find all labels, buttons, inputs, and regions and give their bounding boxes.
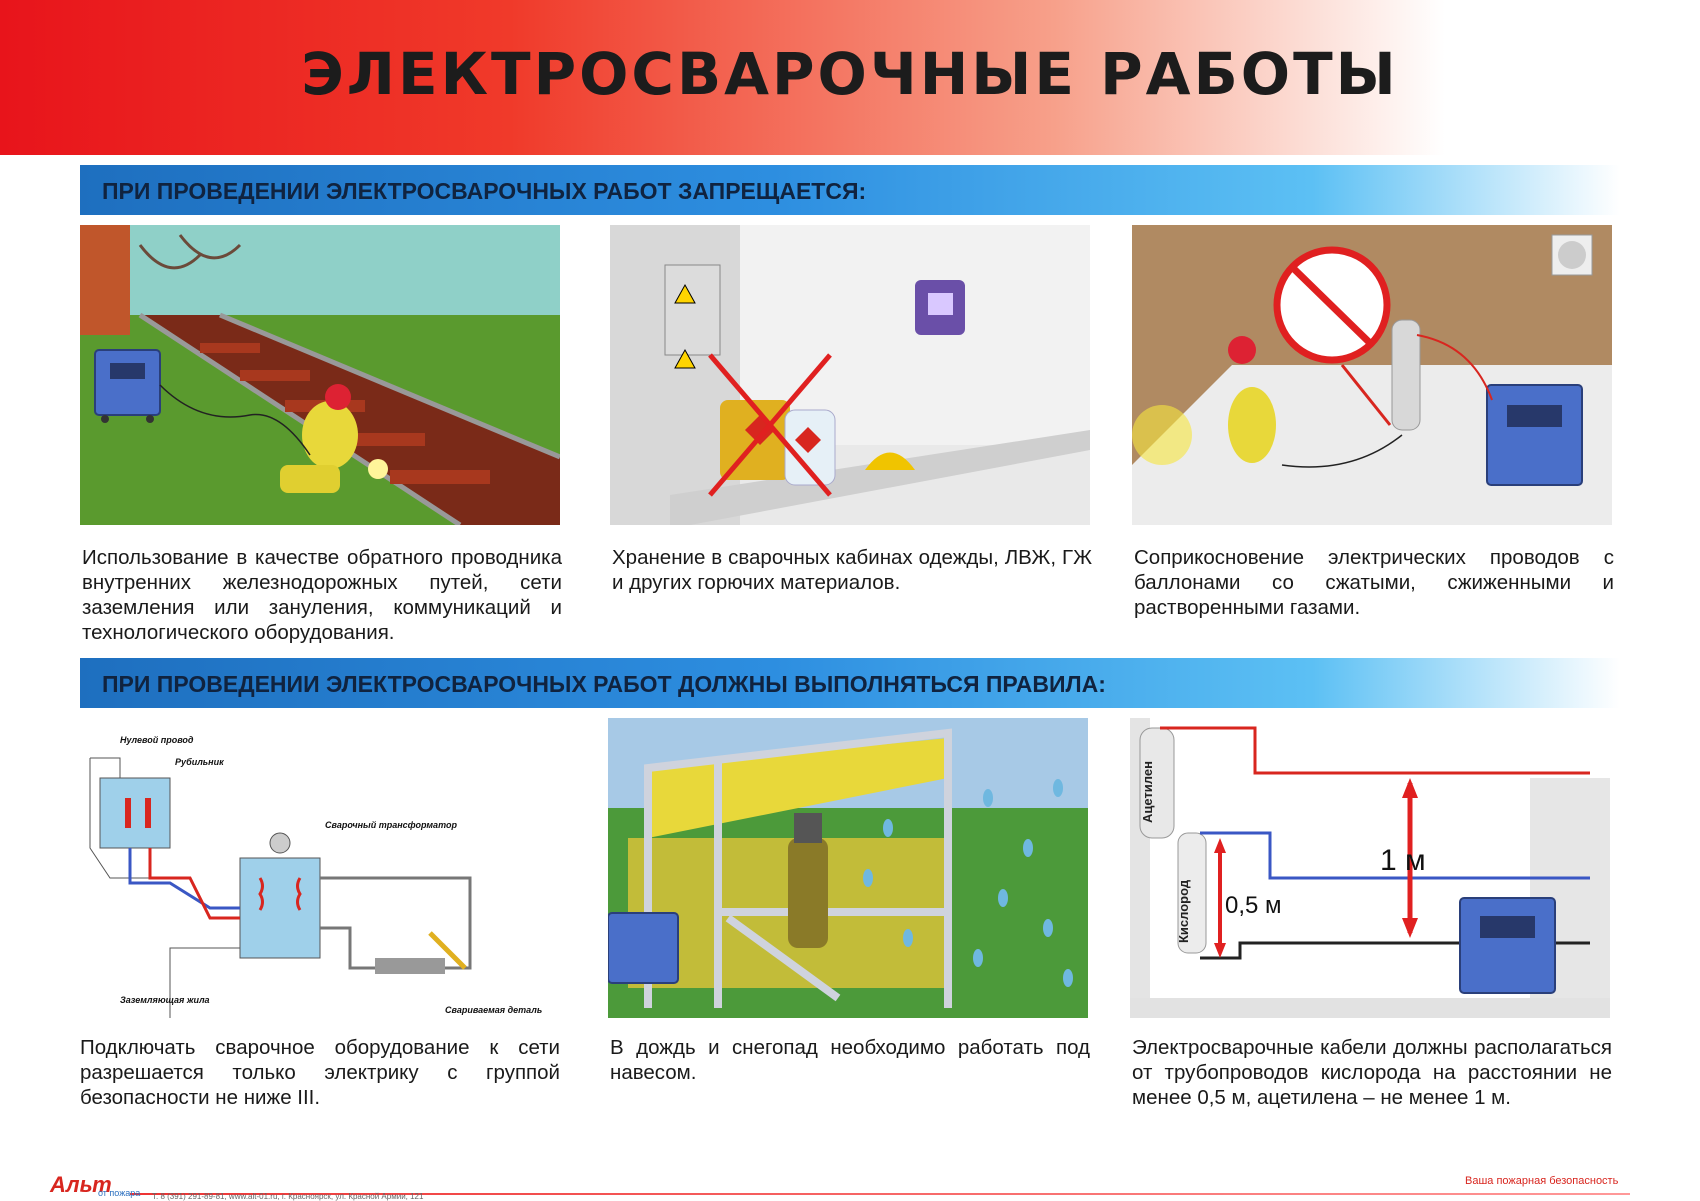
label-acetylene: Ацетилен: [1140, 761, 1155, 823]
caption-rule-2: В дождь и снегопад необходимо работать под навесом.: [610, 1036, 1090, 1084]
label-one-meter: 1 м: [1380, 844, 1426, 877]
illustration-canopy-rain: [608, 718, 1088, 1018]
section-rules-heading-text: ПРИ ПРОВЕДЕНИИ ЭЛЕКТРОСВАРОЧНЫХ РАБОТ ДОЛЖНЫ ВЫПОЛНЯТЬСЯ ПРАВИЛА:: [102, 671, 1106, 697]
caption-forbidden-2: Хранение в сварочных кабинах одежды, ЛВЖ, ГЖ и других горючих материалов.: [612, 546, 1092, 594]
illustration-wires-cylinders: [1132, 225, 1612, 525]
section-forbidden-heading: [80, 165, 1620, 215]
caption-rule-1: Подключать сварочное оборудование к сети разрешается только электрику с группой безопасности не ниже III.: [80, 1036, 560, 1109]
label-oxygen: Кислород: [1176, 879, 1191, 943]
label-workpiece: Свариваемая деталь: [445, 1005, 543, 1015]
caption-forbidden-3: Соприкосновение электрических проводов с баллонами со сжатыми, сжиженными и растворенными газами.: [1134, 546, 1614, 619]
footer-contacts: Т. 8 (391) 291-89-81, www.alt-01.ru, г. Красноярск, ул. Красной Армии, 121: [152, 1192, 424, 1201]
section-forbidden-heading-text: ПРИ ПРОВЕДЕНИИ ЭЛЕКТРОСВАРОЧНЫХ РАБОТ ЗАПРЕЩАЕТСЯ:: [102, 178, 867, 204]
footer-logo-sub: от пожара: [98, 1188, 141, 1198]
caption-forbidden-1: Использование в качестве обратного проводника внутренних железнодорожных путей, сети заземления или зануления, коммуникаций и технологического оборудования.: [82, 546, 562, 644]
label-switch: Рубильник: [175, 757, 224, 767]
caption-rule-3: Электросварочные кабели должны располагаться от трубопроводов кислорода на расстоянии не менее 0,5 м, ацетилена – не менее 1 м.: [1132, 1036, 1612, 1109]
diagram-welding-connection: [80, 718, 560, 1018]
label-transformer: Сварочный трансформатор: [325, 820, 457, 830]
illustration-cable-distances: [1130, 718, 1610, 1018]
section-rules-heading: [80, 658, 1620, 708]
illustration-booth-storage: [610, 225, 1090, 525]
label-neutral-wire: Нулевой провод: [120, 735, 194, 745]
footer-slogan: Ваша пожарная безопасность: [1465, 1175, 1619, 1187]
label-half-meter: 0,5 м: [1225, 892, 1282, 919]
footer-logo: Альт: [50, 1172, 112, 1197]
label-ground-core: Заземляющая жила: [120, 995, 210, 1005]
page-title: ЭЛЕКТРОСВАРОЧНЫЕ РАБОТЫ: [301, 40, 1399, 108]
illustration-railway-welding: [80, 225, 560, 525]
